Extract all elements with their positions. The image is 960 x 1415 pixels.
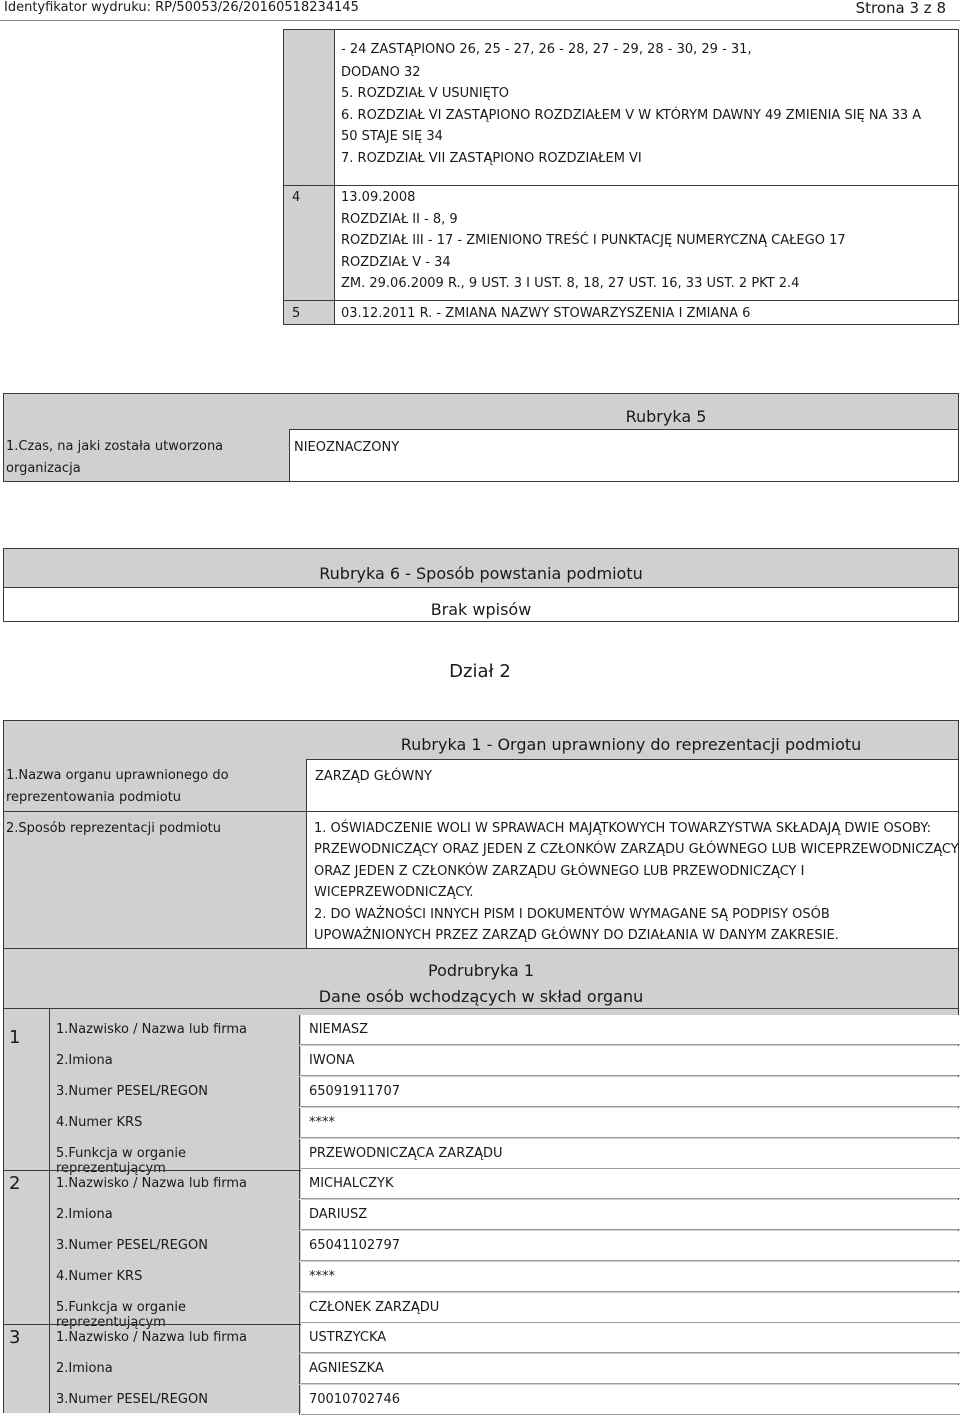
field-value: AGNIESZKA [301, 1354, 960, 1384]
representation-line: WICEPRZEWODNICZĄCY. [314, 885, 474, 900]
field-label: 3.Numer PESEL/REGON [50, 1231, 300, 1261]
history-table [283, 29, 959, 325]
history-line: ROZDZIAŁ II - 8, 9 [341, 212, 458, 227]
history-entry-number: 4 [292, 190, 301, 205]
field-value: IWONA [301, 1046, 960, 1076]
history-entry-number: 5 [292, 306, 301, 321]
field-label: 4.Numer KRS [50, 1262, 300, 1292]
history-line: ZM. 29.06.2009 R., 9 UST. 3 I UST. 8, 18, 27 UST. 16, 33 UST. 2 PKT 2.4 [341, 276, 800, 291]
organ-label-cont: reprezentowania podmiotu [6, 790, 182, 805]
podrubryka-subtitle: Dane osób wchodzących w skład organu [318, 987, 644, 1006]
representation-line: PRZEWODNICZĄCY ORAZ JEDEN Z CZŁONKÓW ZARZĄDU GŁÓWNEGO LUB WICEPRZEWODNICZĄCY [314, 842, 959, 857]
history-line: 5. ROZDZIAŁ V USUNIĘTO [341, 86, 510, 101]
history-line: ROZDZIAŁ V - 34 [341, 255, 451, 270]
person-row [50, 1077, 960, 1107]
organ-value: ZARZĄD GŁÓWNY [315, 769, 432, 784]
person-index: 3 [9, 1327, 21, 1348]
rubryka-5-title: Rubryka 5 [625, 407, 707, 426]
field-label: 1.Nazwisko / Nazwa lub firma [50, 1323, 300, 1353]
podrubryka-title: Podrubryka 1 [428, 961, 534, 980]
page-number: Strona 3 z 8 [855, 0, 946, 17]
person-index: 2 [9, 1173, 21, 1194]
history-line: 13.09.2008 [341, 190, 416, 205]
history-line: - 24 ZASTĄPIONO 26, 25 - 27, 26 - 28, 27 - 29, 28 - 30, 29 - 31, [341, 42, 752, 57]
person-row [50, 1262, 960, 1292]
rubryka-6 [3, 548, 959, 622]
person-index: 1 [9, 1027, 21, 1048]
rubryka-1-title: Rubryka 1 - Organ uprawniony do reprezentacji podmiotu [400, 735, 862, 754]
field-label: 3.Numer PESEL/REGON [50, 1385, 300, 1415]
print-header [0, 0, 960, 21]
field-value: CZŁONEK ZARZĄDU [301, 1293, 960, 1323]
person-row [50, 1139, 960, 1176]
person-row [50, 1385, 960, 1415]
rubryka-6-empty: Brak wpisów [430, 600, 532, 619]
field-value: PRZEWODNICZĄCA ZARZĄDU [301, 1139, 960, 1169]
representation-line: 2. DO WAŻNOŚCI INNYCH PISM I DOKUMENTÓW WYMAGANE SĄ PODPISY OSÓB [314, 907, 830, 922]
field-label: 5.Funkcja w organie reprezentującym [50, 1139, 300, 1169]
podrubryka-1-header [3, 948, 959, 1009]
field-label: 1.Nazwisko / Nazwa lub firma [50, 1169, 300, 1199]
rubryka-1 [3, 720, 959, 949]
representation-line: 1. OŚWIADCZENIE WOLI W SPRAWACH MAJĄTKOWYCH TOWARZYSTWA SKŁADAJĄ DWIE OSOBY: [314, 821, 931, 836]
field-value: DARIUSZ [301, 1200, 960, 1230]
field-value: NIEMASZ [301, 1015, 960, 1045]
field-value: MICHALCZYK [301, 1169, 960, 1199]
rubryka-5 [3, 393, 959, 482]
field-value: 70010702746 [301, 1385, 960, 1415]
section-title: Dział 2 [449, 661, 511, 682]
person-row [50, 1200, 960, 1230]
rubryka-5-label-cont: organizacja [6, 461, 81, 476]
field-label: 4.Numer KRS [50, 1108, 300, 1138]
field-value: USTRZYCKA [301, 1323, 960, 1353]
field-label: 2.Imiona [50, 1354, 300, 1384]
field-label: 2.Imiona [50, 1046, 300, 1076]
field-label: 5.Funkcja w organie reprezentującym [50, 1293, 300, 1323]
person-row [50, 1354, 960, 1384]
field-value: 65091911707 [301, 1077, 960, 1107]
representation-line: ORAZ JEDEN Z CZŁONKÓW ZARZĄDU GŁÓWNEGO LUB PRZEWODNICZĄCY I [314, 864, 805, 879]
rubryka-6-title: Rubryka 6 - Sposób powstania podmiotu [319, 564, 643, 583]
field-value: 65041102797 [301, 1231, 960, 1261]
history-line: ROZDZIAŁ III - 17 - ZMIENIONO TREŚĆ I PUNKTACJĘ NUMERYCZNĄ CAŁEGO 17 [341, 233, 846, 248]
rubryka-5-value: NIEOZNACZONY [294, 440, 400, 455]
print-identifier: Identyfikator wydruku: RP/50053/26/20160518234145 [4, 0, 359, 15]
field-label: 3.Numer PESEL/REGON [50, 1077, 300, 1107]
history-line: DODANO 32 [341, 65, 421, 80]
representation-label: 2.Sposób reprezentacji podmiotu [6, 821, 221, 836]
persons-table [3, 1008, 959, 1413]
person-row [50, 1015, 960, 1045]
person-row [50, 1108, 960, 1138]
field-value: **** [301, 1262, 960, 1292]
history-line: 7. ROZDZIAŁ VII ZASTĄPIONO ROZDZIAŁEM VI [341, 151, 642, 166]
history-line: 03.12.2011 R. - ZMIANA NAZWY STOWARZYSZENIA I ZMIANA 6 [341, 306, 751, 321]
field-label: 2.Imiona [50, 1200, 300, 1230]
rubryka-5-label: 1.Czas, na jaki została utworzona [6, 439, 224, 454]
person-row [50, 1231, 960, 1261]
person-row [50, 1169, 960, 1199]
organ-label: 1.Nazwa organu uprawnionego do [6, 768, 229, 783]
field-value: **** [301, 1108, 960, 1138]
field-label: 1.Nazwisko / Nazwa lub firma [50, 1015, 300, 1045]
representation-line: UPOWAŻNIONYCH PRZEZ ZARZĄD GŁÓWNY DO DZIAŁANIA W DANYM ZAKRESIE. [314, 928, 839, 943]
history-line: 50 STAJE SIĘ 34 [341, 129, 443, 144]
history-line: 6. ROZDZIAŁ VI ZASTĄPIONO ROZDZIAŁEM V W KTÓRYM DAWNY 49 ZMIENIA SIĘ NA 33 A [341, 108, 922, 123]
person-row [50, 1323, 960, 1353]
person-row [50, 1046, 960, 1076]
person-row [50, 1293, 960, 1330]
